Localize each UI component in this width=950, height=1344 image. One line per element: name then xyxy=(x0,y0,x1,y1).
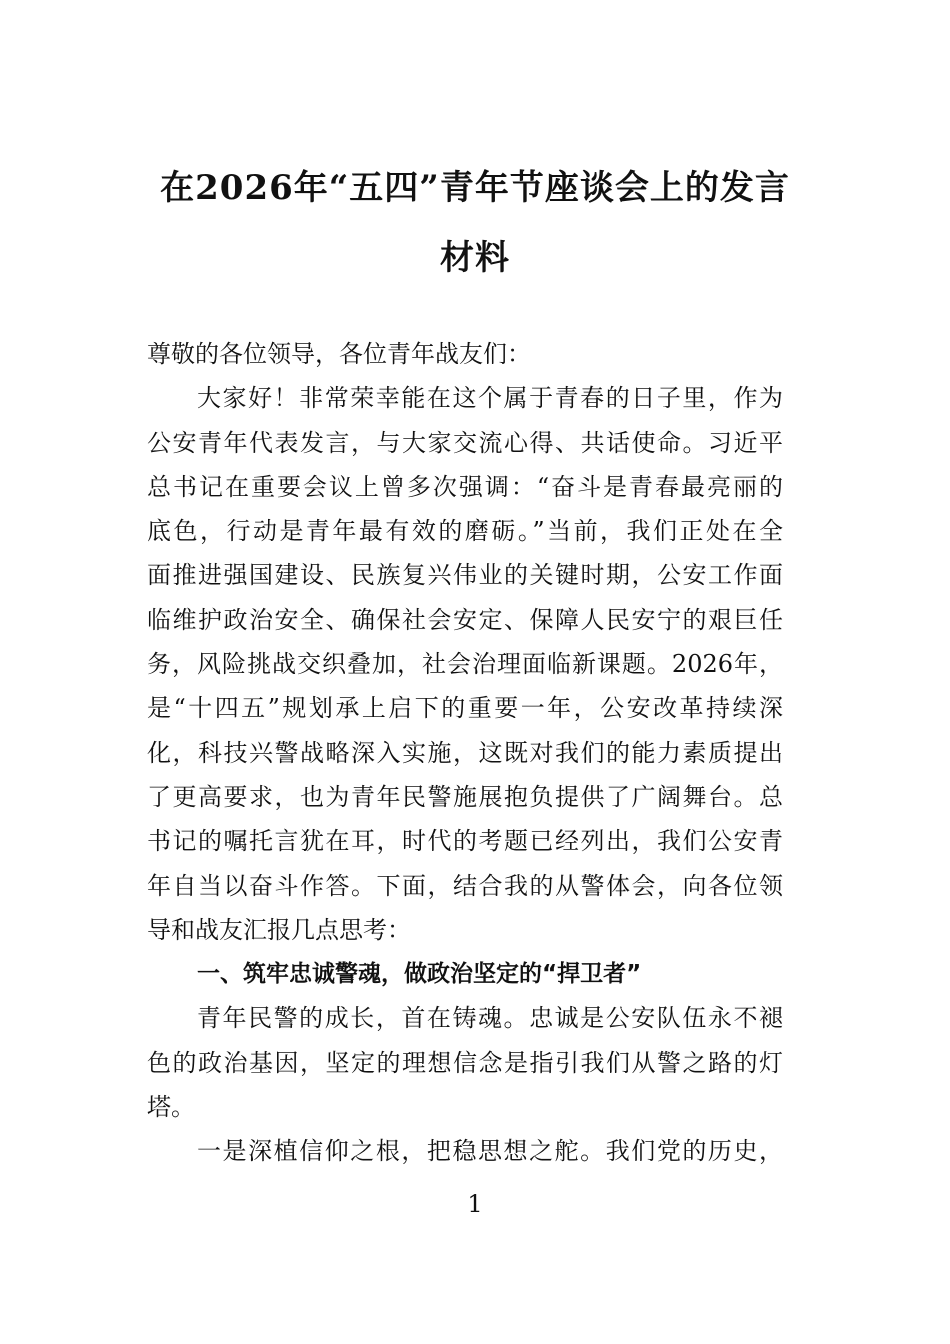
text-line: 是“十四五”规划承上启下的重要一年，公安改革持续深 xyxy=(147,694,783,723)
text-line: 导和战友汇报几点思考： xyxy=(147,915,411,944)
text-line: 一是深植信仰之根，把稳思想之舵。我们党的历史， xyxy=(197,1137,783,1166)
text-line: 尊敬的各位领导，各位青年战友们： xyxy=(147,340,531,368)
document-title-line-1: 在2026年“五四”青年节座谈会上的发言 xyxy=(160,168,790,208)
text-line: 临维护政治安全、确保社会安定、保障人民安宁的艰巨任 xyxy=(147,605,783,634)
section-heading: 一、筑牢忠诚警魂，做政治坚定的“捍卫者” xyxy=(197,961,642,988)
text-line: 面推进强国建设、民族复兴伟业的关键时期，公安工作面 xyxy=(147,561,783,590)
text-line: 化，科技兴警战略深入实施，这既对我们的能力素质提出 xyxy=(147,738,783,767)
text-line: 书记的嘱托言犹在耳，时代的考题已经列出，我们公安青 xyxy=(147,827,783,856)
text-line: 青年民警的成长，首在铸魂。忠诚是公安队伍永不褪 xyxy=(197,1004,783,1033)
text-line: 了更高要求，也为青年民警施展抱负提供了广阔舞台。总 xyxy=(147,782,783,811)
document-title-line-2: 材料 xyxy=(440,238,510,278)
text-line: 公安青年代表发言，与大家交流心得、共话使命。习近平 xyxy=(147,428,783,457)
page-number: 1 xyxy=(467,1190,483,1218)
text-line: 总书记在重要会议上曾多次强调：“奋斗是青春最亮丽的 xyxy=(147,472,783,501)
text-line: 大家好！非常荣幸能在这个属于青春的日子里，作为 xyxy=(197,384,783,413)
text-line: 色的政治基因，坚定的理想信念是指引我们从警之路的灯 xyxy=(147,1048,783,1077)
text-line: 务，风险挑战交织叠加，社会治理面临新课题。2026年， xyxy=(147,650,783,679)
text-line: 塔。 xyxy=(147,1093,195,1122)
document-body xyxy=(147,332,783,1174)
text-line: 底色，行动是青年最有效的磨砺。”当前，我们正处在全 xyxy=(147,517,783,546)
text-line: 年自当以奋斗作答。下面，结合我的从警体会，向各位领 xyxy=(147,871,783,900)
